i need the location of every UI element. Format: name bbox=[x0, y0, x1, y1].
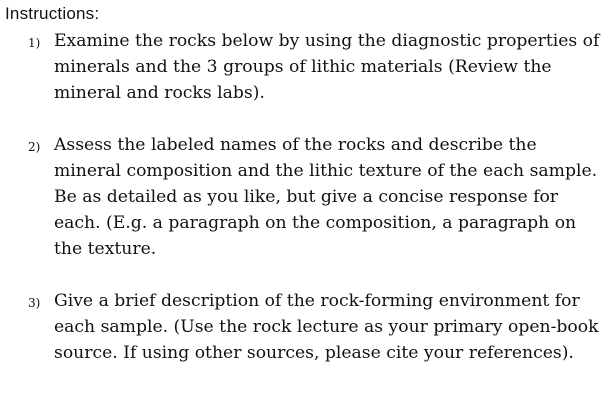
instruction-text: Give a brief description of the rock-forming environment for each sample. (Use the rock lecture as your primary open-book source. If using other sources, please cite your references). bbox=[54, 291, 599, 363]
instructions-heading: Instructions: bbox=[5, 4, 100, 23]
instructions-list bbox=[28, 28, 608, 366]
instruction-item-2 bbox=[28, 132, 608, 262]
instruction-text: Assess the labeled names of the rocks and describe the mineral composition and the lithic texture of the each sample. Be as detailed as you like, but give a concise response for each. (E.g. a paragraph on the composition, a paragraph on the texture. bbox=[54, 135, 598, 259]
instruction-item-1 bbox=[28, 28, 608, 106]
instruction-number: 3) bbox=[28, 296, 41, 310]
instruction-item-3 bbox=[28, 288, 608, 366]
instruction-number: 2) bbox=[28, 140, 41, 154]
instruction-text: Examine the rocks below by using the diagnostic properties of minerals and the 3 groups of lithic materials (Review the mineral and rocks labs). bbox=[54, 31, 600, 103]
instruction-number: 1) bbox=[28, 36, 41, 50]
